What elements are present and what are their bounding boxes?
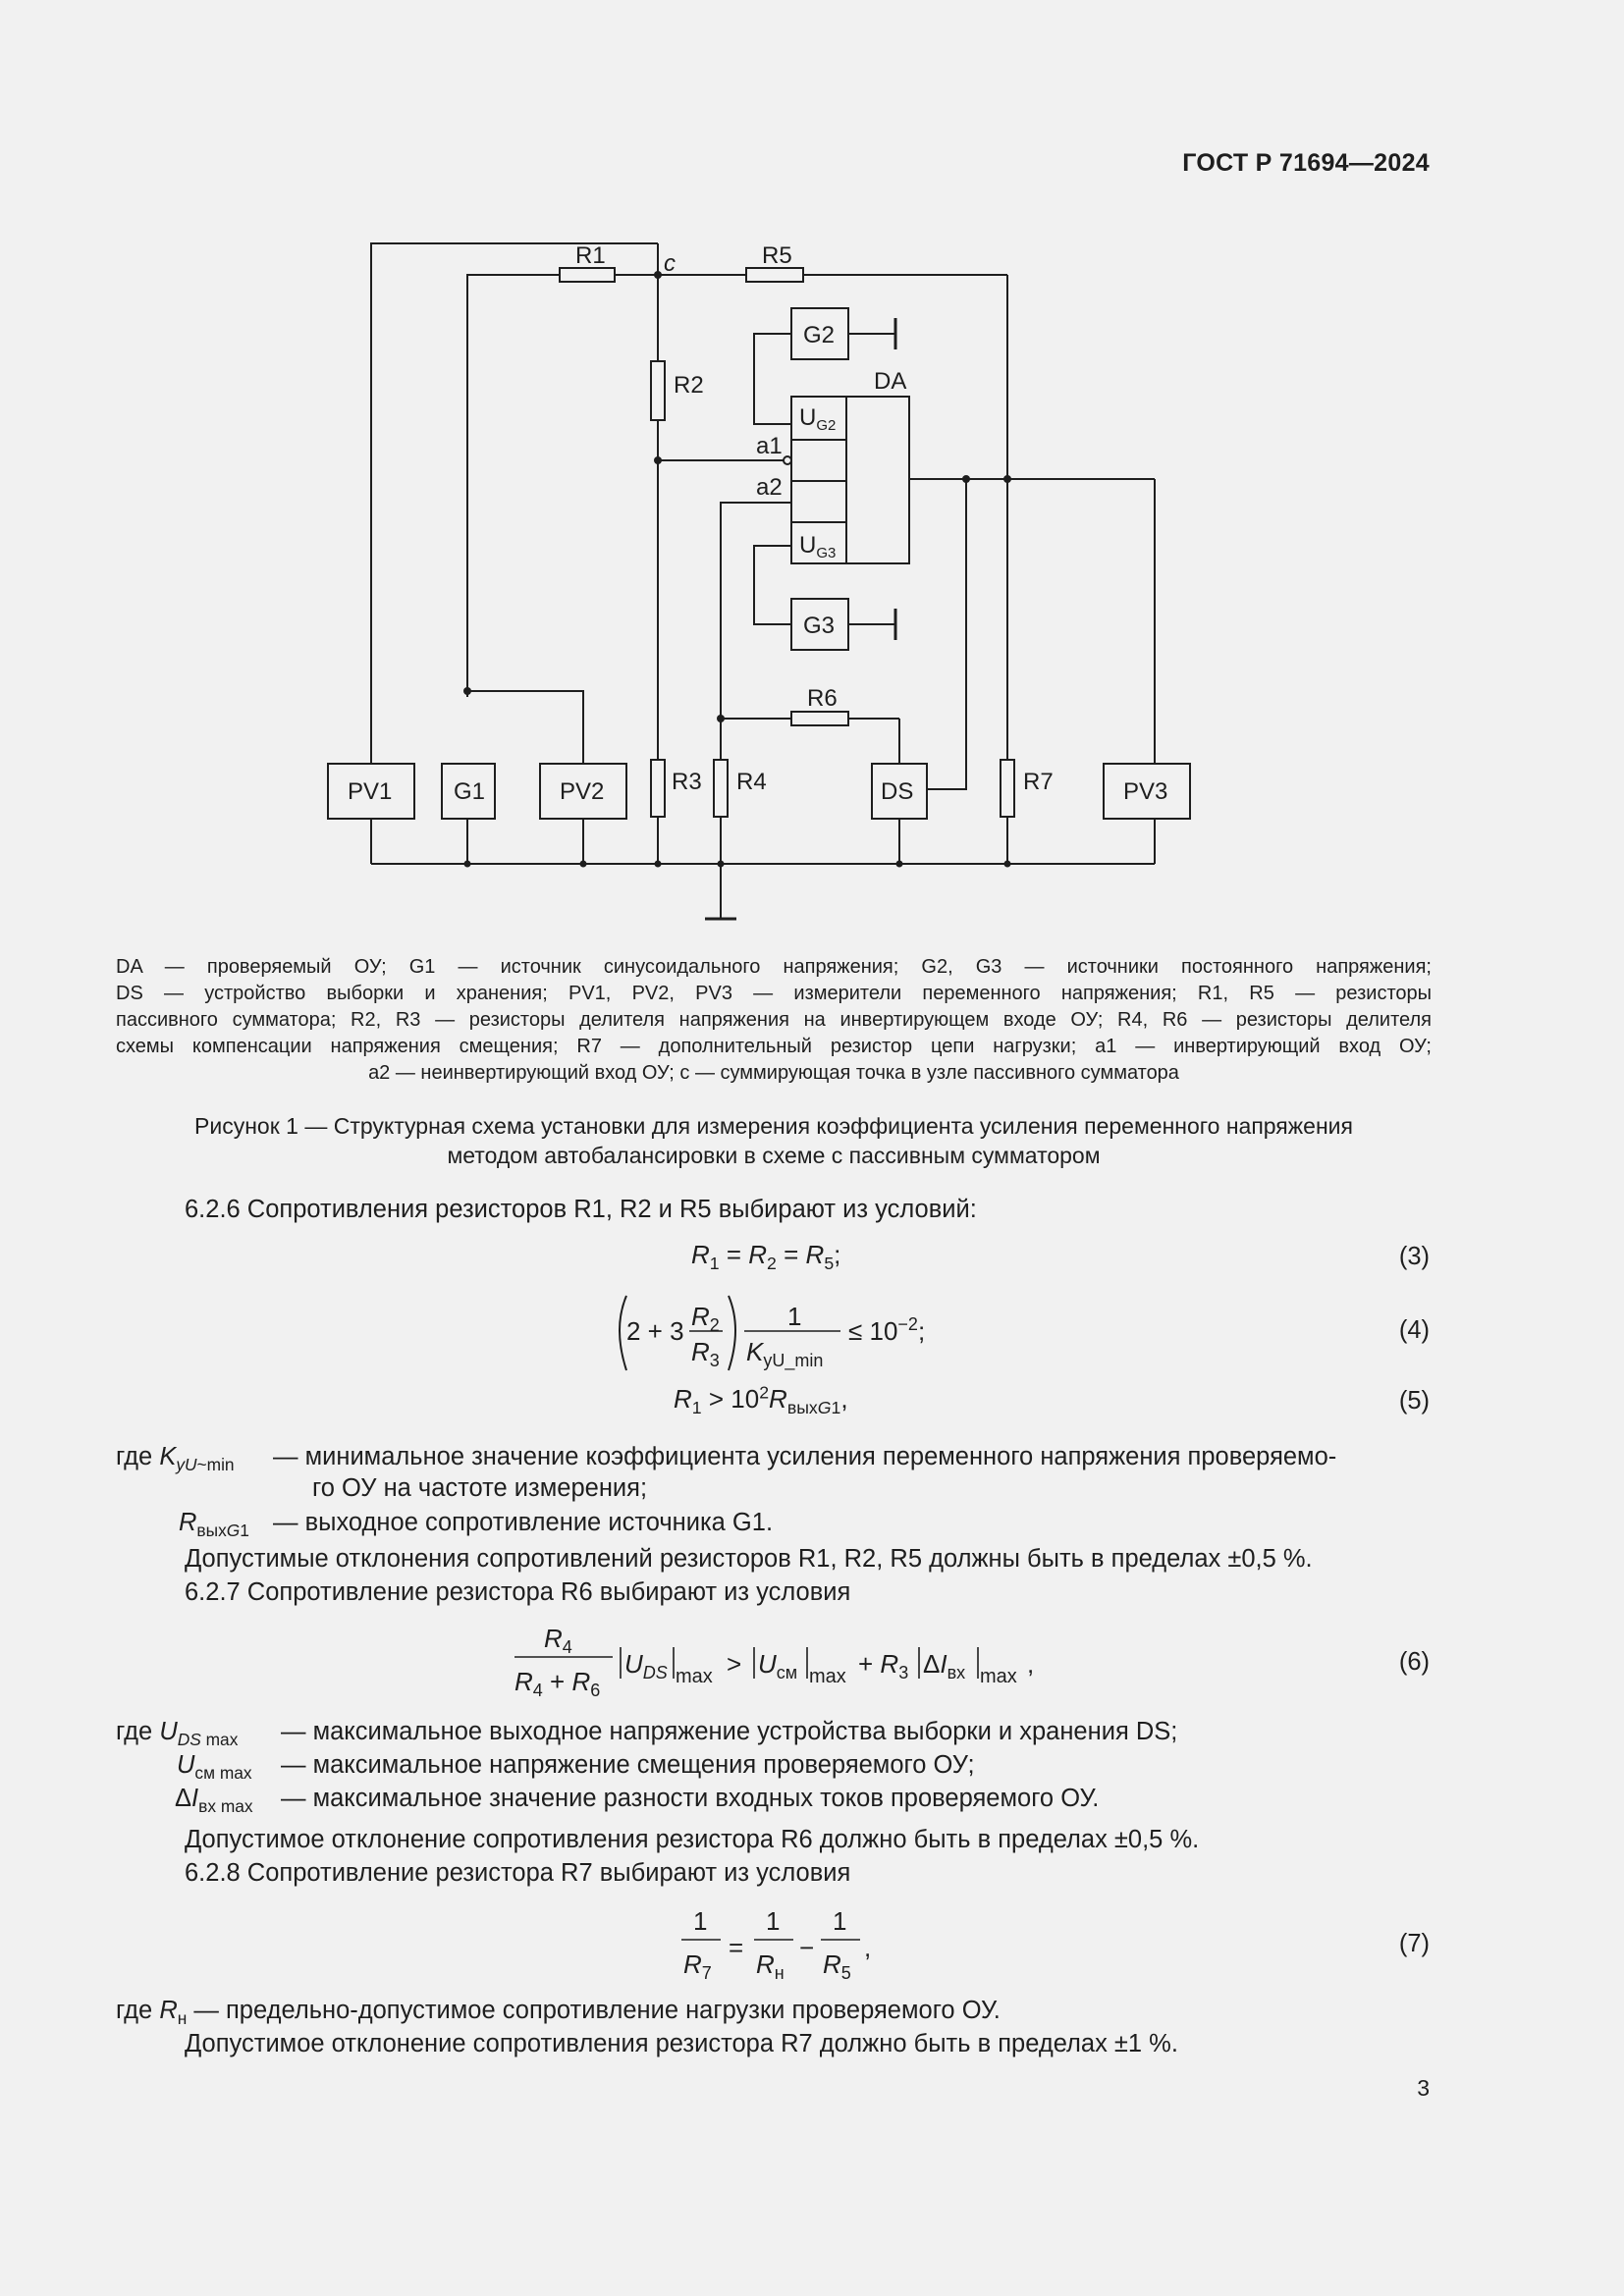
caption-line: Рисунок 1 — Структурная схема установки для измерения коэффициента усиления переменного напряжения (194, 1113, 1353, 1139)
legend-line: схемы компенсации напряжения смещения; R7 — дополнительный резистор цепи нагрузки; a1 — инвертирующий вход ОУ; (116, 1036, 1432, 1057)
svg-text:1: 1 (766, 1906, 781, 1936)
label-r3: R3 (672, 769, 702, 795)
label-r5: R5 (762, 242, 792, 269)
label-node-c: c (664, 250, 676, 277)
paragraph-deviation-2: Допустимое отклонение сопротивления резистора R6 должно быть в пределах ±0,5 %. (185, 1826, 1200, 1853)
svg-text:1: 1 (693, 1906, 708, 1936)
svg-text:1: 1 (833, 1906, 847, 1936)
definition-kyu-continued: го ОУ на частоте измерения; (312, 1474, 648, 1502)
inverting-input-marker (784, 456, 791, 464)
label-r4: R4 (736, 769, 767, 795)
label-pv1: PV1 (348, 778, 393, 805)
paragraph-6-2-8: 6.2.8 Сопротивление резистора R7 выбирают из условия (185, 1859, 851, 1887)
term-rvyx: $R_{выхG1}$ (179, 1509, 249, 1541)
resistor-r2 (651, 361, 665, 420)
svg-text:R4: $R_4$ (544, 1624, 572, 1657)
resistor-r5 (746, 268, 803, 282)
caption-line: методом автобалансировки в схеме с пассивным сумматором (447, 1143, 1101, 1168)
label-ds: DS (881, 778, 914, 805)
page-number: 3 (1417, 2075, 1430, 2101)
label-a1: a1 (756, 433, 783, 459)
equation-number: (4) (1398, 1316, 1430, 1344)
svg-text:R2: $R_2$ (691, 1302, 720, 1335)
resistor-r7 (1001, 760, 1014, 817)
definition-kyu: — минимальное значение коэффициента усиления переменного напряжения проверяемо- (273, 1443, 1337, 1470)
label-ug2: $U_{G2}$ (799, 404, 837, 434)
legend-line: пассивного сумматора; R2, R3 — резисторы делителя напряжения на инвертирующем входе ОУ; R4, R6 — резисторы делителя (116, 1009, 1432, 1031)
equation-6 (511, 1618, 1060, 1706)
circuit-diagram (0, 0, 1624, 942)
legend-line: a2 — неинвертирующий вход ОУ; c — суммирующая точка в узле пассивного сумматора (368, 1062, 1179, 1084)
svg-text:,: , (1027, 1649, 1035, 1679)
resistor-r3 (651, 760, 665, 817)
label-pv3: PV3 (1123, 778, 1168, 805)
equation-number: (7) (1398, 1930, 1430, 1957)
equation-4 (609, 1284, 943, 1382)
label-g3: G3 (803, 613, 836, 639)
label-r6: R6 (807, 685, 838, 712)
svg-text:+ R3: + $R_3$ (858, 1649, 909, 1682)
svg-text:UDS: $U_{DS}$ (624, 1649, 668, 1682)
svg-text:R3: $R_3$ (691, 1337, 720, 1370)
svg-text:≤ 10−2;: ≤ $10^{-2}$; (848, 1314, 926, 1346)
svg-text:R4 + R6: $R_4 + R_6$ (514, 1667, 601, 1700)
figure-caption (116, 1111, 1432, 1170)
svg-text:>: > (727, 1649, 742, 1679)
definition-rvyx: — выходное сопротивление источника G1. (273, 1509, 774, 1536)
paragraph-6-2-7: 6.2.7 Сопротивление резистора R6 выбирают из условия (185, 1578, 851, 1606)
label-r2: R2 (674, 372, 704, 399)
svg-text:−: − (799, 1933, 815, 1962)
svg-text:ΔIвх: $\Delta I_{вх}$ (923, 1649, 966, 1682)
resistor-r4 (714, 760, 728, 817)
equation-number: (6) (1398, 1648, 1430, 1676)
svg-text:1: 1 (787, 1302, 802, 1331)
equation-7 (677, 1900, 893, 1989)
legend-line: DA — проверяемый ОУ; G1 — источник синусоидального напряжения; G2, G3 — источники постоянного напряжения; (116, 956, 1432, 978)
definition-ucm: — максимальное напряжение смещения проверяемого ОУ; (281, 1751, 975, 1779)
resistor-r6 (791, 712, 848, 725)
where-label: где $U_{DS max}$ (116, 1718, 239, 1750)
svg-text:,: , (864, 1933, 872, 1962)
paragraph-deviation-1: Допустимые отклонения сопротивлений резисторов R1, R2, R5 должны быть в пределах ±0,5 %. (185, 1545, 1313, 1573)
svg-text:max: max (676, 1666, 713, 1687)
label-g2: G2 (803, 322, 836, 348)
labels (348, 242, 1167, 805)
definition-uds: — максимальное выходное напряжение устройства выборки и хранения DS; (281, 1718, 1178, 1745)
label-pv2: PV2 (560, 778, 605, 805)
svg-text:R5: $R_5$ (823, 1949, 851, 1983)
equation-number: (3) (1398, 1243, 1430, 1270)
label-g1: G1 (454, 778, 486, 805)
label-r7: R7 (1023, 769, 1054, 795)
svg-text:Uсм: $U_{см}$ (758, 1649, 798, 1682)
svg-text:=: = (729, 1933, 744, 1962)
legend-line: DS — устройство выборки и хранения; PV1, PV2, PV3 — измерители переменного напряжения; R1, R5 — резисторы (116, 983, 1432, 1004)
equation-number: (5) (1398, 1387, 1430, 1415)
paragraph-6-2-6: 6.2.6 Сопротивления резисторов R1, R2 и R5 выбирают из условий: (185, 1196, 977, 1223)
equation-5: $R_1 > 10^2R_{выхG1}$, (674, 1382, 848, 1418)
figure-legend (116, 954, 1432, 1087)
term-ucm: $U_{см max}$ (177, 1751, 252, 1784)
components (328, 268, 1190, 819)
definition-rn: — предельно-допустимое сопротивление нагрузки проверяемого ОУ. (193, 1997, 1001, 2024)
standard-code: ГОСТ Р 71694—2024 (1182, 149, 1430, 177)
definition-di: — максимальное значение разности входных токов проверяемого ОУ. (281, 1785, 1100, 1812)
paragraph-deviation-3: Допустимое отклонение сопротивления резистора R7 должно быть в пределах ±1 %. (185, 2030, 1178, 2057)
label-a2: a2 (756, 474, 783, 501)
svg-text:max: max (980, 1666, 1017, 1687)
where-label: где $K_{yU\sim min}$ (116, 1443, 235, 1475)
label-r1: R1 (575, 242, 606, 269)
label-da: DA (874, 368, 907, 395)
label-ug3: $U_{G3}$ (799, 532, 837, 561)
svg-text:max: max (809, 1666, 846, 1687)
where-label: где $R_н$ — предельно-допустимое сопротивление нагрузки проверяемого ОУ. (116, 1997, 1001, 2029)
svg-text:2 + 3: 2 + 3 (626, 1316, 684, 1346)
term-di: $\Delta I_{вх max}$ (175, 1785, 253, 1817)
svg-text:R7: $R_7$ (683, 1949, 712, 1983)
equation-3: $R_1 = R_2 = R_5$; (691, 1240, 841, 1274)
svg-text:Rн: $R_н$ (756, 1949, 785, 1983)
svg-text:KyU_min: $K_{yU\_min}$ (746, 1337, 824, 1370)
resistor-r1 (560, 268, 615, 282)
